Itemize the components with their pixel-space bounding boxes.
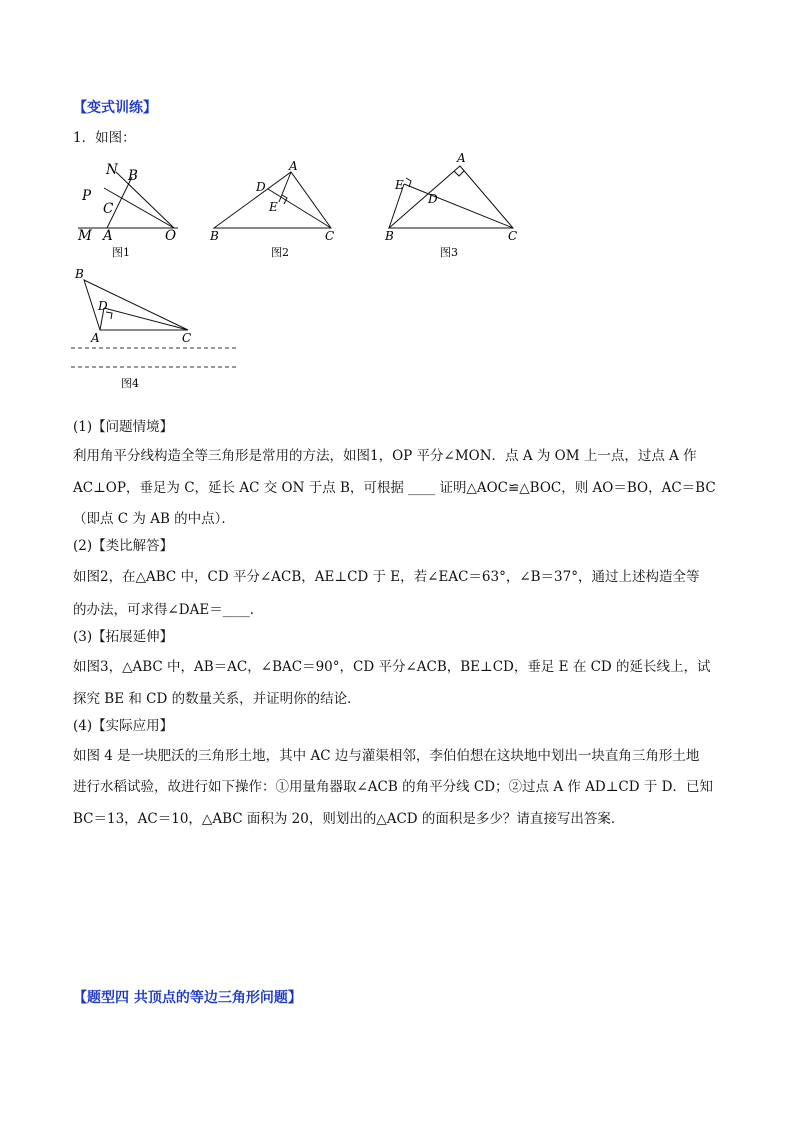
part3-line-1: 如图3，△ABC 中，AB＝AC，∠BAC＝90°，CD 平分∠ACB，BE⊥CD，垂足 E 在 CD 的延长线上，试 (73, 659, 711, 675)
fig1-label-m: M (78, 228, 92, 244)
fig3-line-ce (404, 184, 513, 228)
fig3-label-e: E (395, 178, 404, 192)
part1-line-1: 利用角平分线构造全等三角形是常用的方法，如图1，OP 平分∠MON．点 A 为 OM 上一点，过点 A 作 (73, 448, 697, 464)
fig1-caption: 图1 (112, 246, 130, 258)
figure-1 (70, 158, 190, 258)
fig2-label-d: D (256, 180, 266, 194)
fig1-label-a: A (103, 228, 113, 244)
part2-line-1: 如图2，在△ABC 中，CD 平分∠ACB，AE⊥CD 于 E，若∠EAC＝63°，∠B＝37°，通过上述构造全等 (73, 569, 700, 585)
fig3-right-angle-a (454, 171, 464, 176)
part4-line-3: BC＝13，AC＝10，△ABC 面积为 20，则划出的△ACD 的面积是多少？请直接写出答案． (73, 811, 625, 827)
fig4-caption: 图4 (121, 377, 139, 390)
fig2-label-c: C (325, 229, 335, 243)
fig4-label-c: C (182, 331, 192, 345)
part1-title: (1)【问题情境】 (73, 419, 174, 435)
figure-4 (66, 266, 241, 392)
fig1-label-p: P (82, 188, 92, 204)
figure-2 (205, 158, 345, 258)
next-section-heading: 【题型四 共顶点的等边三角形问题】 (73, 990, 302, 1006)
fig1-label-n: N (106, 162, 118, 178)
fig3-caption: 图3 (440, 246, 458, 258)
fig3-label-b: B (385, 229, 394, 243)
fig4-line-dc (104, 308, 188, 330)
fig2-caption: 图2 (271, 246, 289, 258)
fig3-label-a: A (457, 151, 466, 165)
fig1-label-b: B (128, 168, 138, 184)
part4-line-1: 如图 4 是一块肥沃的三角形土地，其中 AC 边与灌渠相邻，李伯伯想在这块地中划出一块直角三角形土地 (73, 748, 700, 764)
fig2-label-a: A (289, 159, 298, 173)
fig3-triangle-abc (389, 166, 513, 228)
part3-title: (3)【拓展延伸】 (73, 629, 174, 645)
part1-line-2: AC⊥OP，垂足为 C，延长 AC 交 ON 于点 B，可根据 ____ 证明△AOC≌△BOC，则 AO＝BO，AC＝BC (73, 480, 716, 496)
figure-3 (380, 150, 530, 258)
part4-title: (4)【实际应用】 (73, 718, 174, 734)
fig4-label-a: A (91, 331, 100, 345)
part3-line-2: 探究 BE 和 CD 的数量关系，并证明你的结论． (73, 691, 361, 707)
fig2-label-b: B (210, 229, 219, 243)
fig3-label-c: C (508, 229, 518, 243)
fig2-label-e: E (269, 200, 278, 214)
fig3-label-d: D (428, 192, 438, 206)
fig4-label-d: D (98, 299, 108, 313)
part2-line-2: 的办法，可求得∠DAE＝____． (73, 602, 264, 618)
section-heading: 【变式训练】 (73, 100, 157, 116)
part1-line-3: （即点 C 为 AB 的中点）． (73, 511, 235, 527)
fig1-label-c: C (103, 201, 114, 217)
part4-line-2: 进行水稻试验，故进行如下操作：①用量角器取∠ACB 的角平分线 CD；②过点 A 作 AD⊥CD 于 D．已知 (73, 779, 713, 795)
fig4-right-angle-mark (106, 312, 112, 319)
fig4-label-b: B (75, 267, 84, 281)
problem-number: 1．如图： (73, 130, 136, 146)
part2-title: (2)【类比解答】 (73, 538, 174, 554)
fig1-label-o: O (165, 228, 177, 244)
